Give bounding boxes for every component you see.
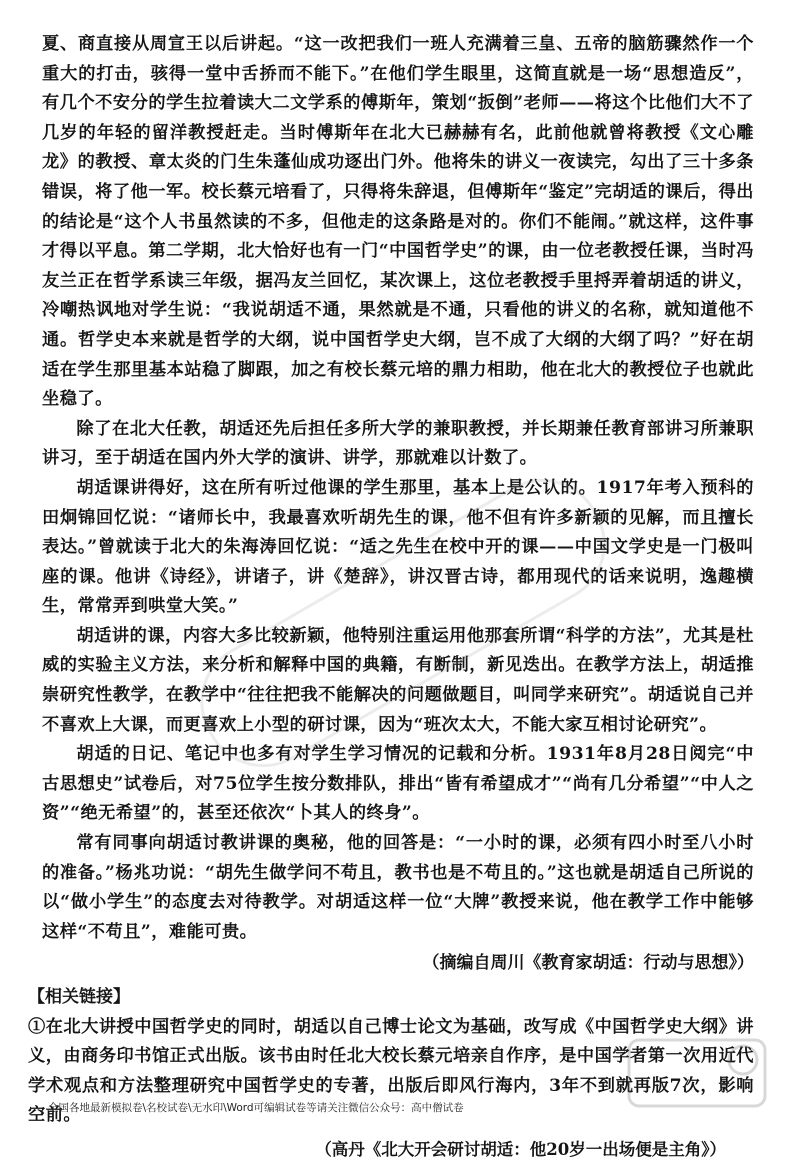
related-link-item-1: ①在北大讲授中国哲学史的同时，胡适以自己博士论文为基础，改写成《中国哲学史大纲》讲义，由商务印书馆正式出版。该书由时任北大校长蔡元培亲自作序，是中国学者第一次用近代学术观点和方法整理研究中国哲学史的专著，出版后即风行海内，3年不到就再版7次，影响空前。 <box>28 1016 754 1126</box>
footer-note: 全国各地最新模拟卷\名校试卷\无水印\Word可编辑试卷等请关注微信公众号：高中僧试卷 <box>48 1102 464 1114</box>
paragraph-5: 胡适的日记、笔记中也多有对学生学习情况的记载和分析。1931年8月28日阅完“中古思想史”试卷后，对75位学生按分数排队，排出“皆有希望成才”“尚有几分希望”“中人之资”“绝无希望”的，甚至还依次“卜其人的终身”。 <box>42 744 754 824</box>
related-links-title: 【相关链接】 <box>28 987 130 1007</box>
paragraph-2: 除了在北大任教，胡适还先后担任多所大学的兼职教授，并长期兼任教育部讲习所兼职讲习，至于胡适在国内外大学的演讲、讲学，那就难以计数了。 <box>42 418 754 469</box>
paragraph-4: 胡适讲的课，内容大多比较新颖，他特别注重运用他那套所谓“科学的方法”，尤其是杜威的实验主义方法，来分析和解释中国的典籍，有断制，新见迭出。在教学方法上，胡适推崇研究性教学，在教学中“往往把我不能解决的问题做题目，叫同学来研究”。胡适说自己并不喜欢上大课，而更喜欢上小型的研讨课，因为“班次太大，不能大家互相讨论研究”。 <box>42 625 754 735</box>
paragraph-1: 夏、商直接从周宣王以后讲起。“这一改把我们一班人充满着三皇、五帝的脑筋骤然作一个重大的打击，骇得一堂中舌挢而不能下。”在他们学生眼里，这简直就是一场“思想造反”，有几个不安分的学生拉着读大二文学系的傅斯年，策划“扳倒”老师——将这个比他们大不了几岁的年轻的留洋教授赶走。当时傅斯年在北大已赫赫有名，此前他就曾将教授《文心雕龙》的教授、章太炎的门生朱蓬仙成功逐出门外。他将朱的讲义一夜读完，勾出了三十多条错误，将了他一军。校长蔡元培看了，只得将朱辞退，但傅斯年“鉴定”完胡适的课后，得出的结论是“这个人书虽然读的不多，但他走的这条路是对的。你们不能闹。”就这样，这件事才得以平息。第二学期，北大恰好也有一门“中国哲学史”的课，由一位老教授任课，当时冯友兰正在哲学系读三年级，据冯友兰回忆，某次课上，这位老教授手里捋弄着胡适的讲义，冷嘲热讽地对学生说：“我说胡适不通，果然就是不通，只看他的讲义的名称，就知道他不通。哲学史本来就是哲学的大纲，说中国哲学史大纲，岂不成了大纲的大纲了吗？”好在胡适在学生那里基本站稳了脚跟，加之有校长蔡元培的鼎力相助，他在北大的教授位子也就此坐稳了。 <box>42 34 754 410</box>
paragraph-6: 常有同事向胡适讨教讲课的奥秘，他的回答是：“一小时的课，必须有四小时至八小时的准备。”杨兆功说：“胡先生做学问不苟且，教书也是不苟且的。”这也就是胡适自己所说的以“做小学生”的态度去对待教学。对胡适这样一位“大牌”教授来说，他在教学工作中能够这样“不苟且”，难能可贵。 <box>42 833 754 942</box>
paragraph-3: 胡适课讲得好，这在所有听过他课的学生那里，基本上是公认的。1917年考入预科的田炯锦回忆说：“诸师长中，我最喜欢听胡先生的课，他不但有许多新颖的见解，而且擅长表达。”曾就读于北大的朱海涛回忆说：“适之先生在校中开的课——中国文学史是一门极叫座的课。他讲《诗经》，讲诸子，讲《楚辞》，讲汉晋古诗，都用现代的话来说明，逸趣横生，常常弄到哄堂大笑。” <box>42 477 754 617</box>
article-source: （摘编自周川《教育家胡适：行动与思想》） <box>422 953 754 974</box>
document-page <box>28 30 754 1165</box>
related-link-source: （高丹《北大开会研讨胡适：他20岁一出场便是主角》） <box>315 1139 726 1159</box>
